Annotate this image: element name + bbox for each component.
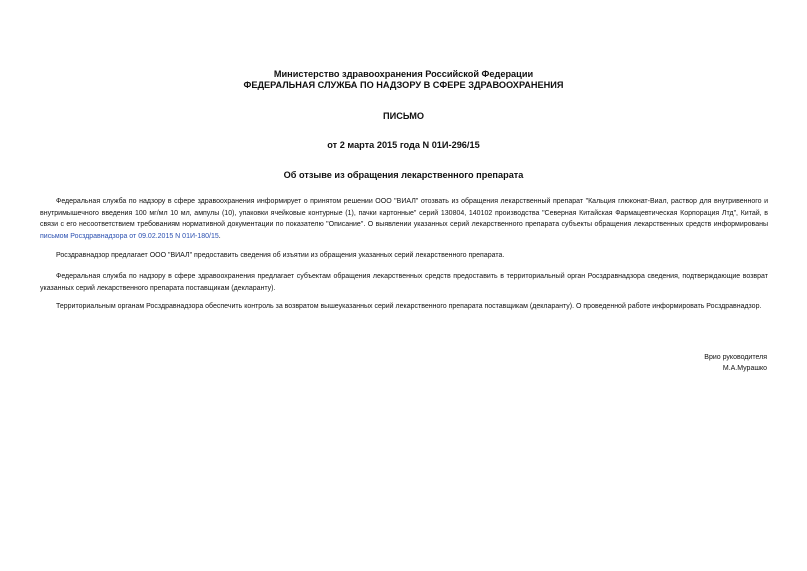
ministry-name: Министерство здравоохранения Российской Федерации xyxy=(273,69,534,79)
document-subject: Об отзыве из обращения лекарственного препарата xyxy=(283,170,524,180)
service-name: ФЕДЕРАЛЬНАЯ СЛУЖБА ПО НАДЗОРУ В СФЕРЕ ЗДРАВООХРАНЕНИЯ xyxy=(243,80,564,90)
reference-letter-link[interactable]: письмом Росздравнадзора от 09.02.2015 N 01И-180/15 xyxy=(40,232,219,240)
paragraph-1-text: Федеральная служба по надзору в сфере здравоохранения информирует о принятом решении ООО "ВИАЛ" отозвать из обращения лекарственный препарат "Кальция глюконат-Виал, раствор для внутривенного и внутримышечного введения 100 мг/мл 10 мл, ампулы (10), упаковки ячейковые контурные (1), пачки картонные" серий 130804, 140102 производства "Северная Китайская Фармацевтическая Корпорация Лтд", Китай, в связи с его несоответствием требованиям нормативной документации по показателю "Описание". О выявлении указанных серий лекарственного препарата субъекты обращения лекарственных средств информированы xyxy=(40,198,768,229)
paragraph-1-end: . xyxy=(218,232,221,240)
paragraph-1 xyxy=(40,196,768,242)
paragraph-3: Федеральная служба по надзору в сфере здравоохранения предлагает субъектам обращения лекарственных средств предоставить в территориальный орган Росздравнадзора сведения, подтверждающие возврат указанных серий лекарственного препарата поставщикам (декларанту). xyxy=(40,273,768,292)
paragraph-4: Территориальным органам Росздравнадзора обеспечить контроль за возвратом вышеуказанных серий лекарственного препарата поставщикам (декларанту). О проведенной работе информировать Росздравнадзор. xyxy=(56,303,762,310)
paragraph-2: Росздравнадзор предлагает ООО "ВИАЛ" предоставить сведения об изъятии из обращения указанных серий лекарственного препарата. xyxy=(56,252,505,259)
document-type: ПИСЬМО xyxy=(382,111,425,121)
signature-name: М.А.Мурашко xyxy=(722,365,767,372)
signature-role: Врио руководителя xyxy=(704,354,767,361)
document-date-number: от 2 марта 2015 года N 01И-296/15 xyxy=(327,140,480,150)
